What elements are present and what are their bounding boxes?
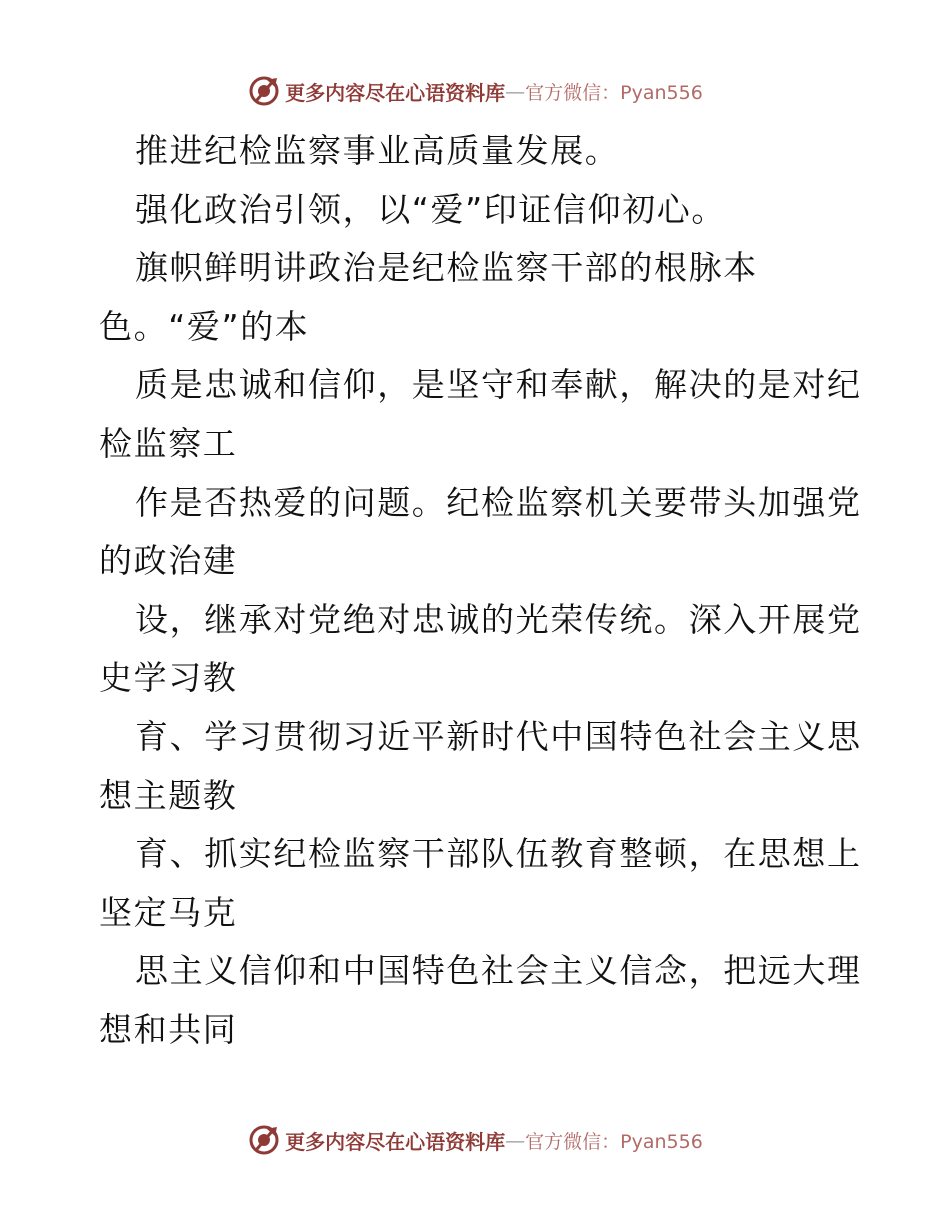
header-banner: [0, 71, 950, 111]
banner-dash: —: [505, 1128, 526, 1152]
document-body: [99, 122, 862, 1060]
text-line: 色。“爱”的本: [99, 306, 310, 346]
text-line: 想和共同: [99, 1009, 238, 1049]
text-line: 强化政治引领，以“爱”印证信仰初心。: [135, 189, 726, 229]
text-line: 质是忠诚和信仰，是坚守和奉献，解决的是对纪: [135, 365, 862, 405]
footer-banner: [0, 1120, 950, 1160]
text-line: 育、学习贯彻习近平新时代中国特色社会主义思: [135, 716, 862, 756]
text-line: 作是否热爱的问题。纪检监察机关要带头加强党: [135, 482, 862, 522]
text-line: 坚定马克: [99, 892, 238, 932]
text-line: 设，继承对党绝对忠诚的光荣传统。深入开展党: [135, 599, 862, 639]
quill-seal-icon: [247, 1123, 281, 1157]
text-line: 育、抓实纪检监察干部队伍教育整顿，在思想上: [135, 834, 862, 874]
quill-seal-icon: [247, 74, 281, 108]
banner-wechat: 官方微信：Pyan556: [525, 81, 703, 104]
text-line: 的政治建: [99, 541, 238, 581]
banner-title: 更多内容尽在心语资料库: [285, 1129, 506, 1154]
text-line: 推进纪检监察事业高质量发展。: [135, 131, 620, 170]
text-line: 想主题教: [99, 775, 238, 815]
banner-dash: —: [505, 79, 526, 103]
banner-title: 更多内容尽在心语资料库: [285, 80, 506, 105]
text-line: 思主义信仰和中国特色社会主义信念，把远大理: [135, 951, 862, 991]
text-line: 史学习教: [99, 658, 238, 698]
banner-wechat: 官方微信：Pyan556: [525, 1130, 703, 1153]
text-line: 旗帜鲜明讲政治是纪检监察干部的根脉本: [135, 248, 758, 288]
text-line: 检监察工: [99, 423, 238, 463]
